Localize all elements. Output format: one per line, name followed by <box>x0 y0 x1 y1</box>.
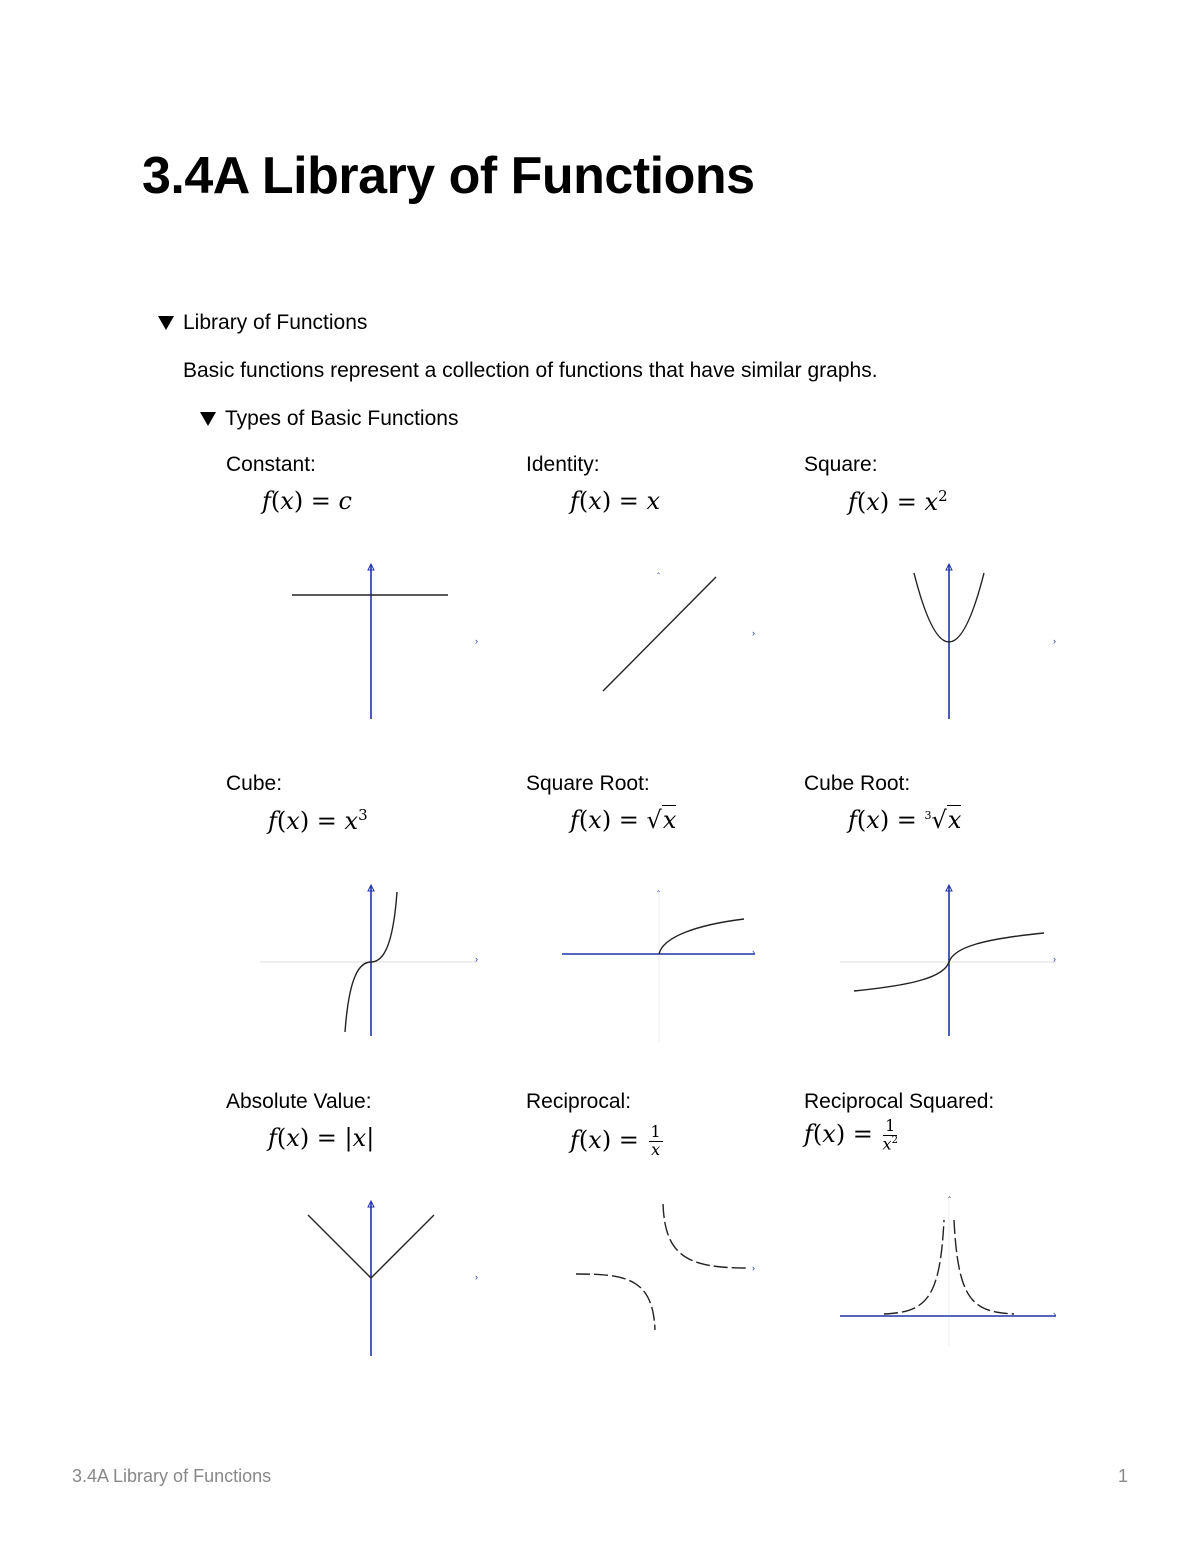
section-description: Basic functions represent a collection of functions that have similar graphs. <box>183 359 878 382</box>
svg-text:›: › <box>752 1263 755 1273</box>
formula: f(x) = x <box>570 487 661 515</box>
toggle-heading: Library of Functions <box>183 311 368 334</box>
types-of-basic-functions-toggle[interactable] <box>200 407 458 431</box>
svg-text:›: › <box>1053 1309 1056 1319</box>
formula: $f(x) = x^3$ <box>268 806 368 835</box>
graph-cube-root <box>804 772 1084 1072</box>
graph-square <box>804 453 1084 753</box>
svg-text:‸: ‸ <box>657 564 661 574</box>
svg-text:›: › <box>475 954 478 964</box>
graph-identity <box>526 453 806 753</box>
function-card-square <box>804 453 1084 753</box>
graph-constant <box>226 453 506 753</box>
formula: f(x) = √x <box>570 806 677 834</box>
function-card-identity <box>526 453 806 753</box>
library-of-functions-toggle[interactable] <box>158 311 367 335</box>
function-label: Reciprocal: <box>526 1090 632 1113</box>
function-label: Absolute Value: <box>226 1090 372 1113</box>
function-card-square-root <box>526 772 806 1072</box>
svg-text:‸: ‸ <box>657 882 661 892</box>
formula: f(x) = $\frac{1}{x^2}$ <box>804 1116 898 1154</box>
svg-text:›: › <box>752 628 755 638</box>
formula: $f(x) = x^2$ <box>848 487 948 516</box>
graph-cube <box>226 772 506 1072</box>
function-card-absolute-value <box>226 1090 506 1390</box>
function-label: Identity: <box>526 453 600 476</box>
function-label: Cube Root: <box>804 772 911 795</box>
svg-text:›: › <box>475 636 478 646</box>
svg-text:›: › <box>475 1272 478 1282</box>
function-label: Constant: <box>226 453 316 476</box>
function-label: Cube: <box>226 772 283 795</box>
function-card-cube <box>226 772 506 1072</box>
function-card-constant <box>226 453 506 753</box>
function-card-reciprocal <box>526 1090 806 1390</box>
svg-text:›: › <box>1053 954 1056 964</box>
graph-reciprocal <box>526 1090 806 1390</box>
formula: f(x) = $\frac{1}{x}$ <box>570 1122 661 1159</box>
function-label: Reciprocal Squared: <box>804 1090 995 1113</box>
page-title: 3.4A Library of Functions <box>142 147 755 205</box>
collapse-triangle-icon <box>158 316 174 330</box>
function-card-cube-root <box>804 772 1084 1072</box>
page-number: 1 <box>1117 1466 1128 1486</box>
svg-text:›: › <box>1053 636 1056 646</box>
svg-text:›: › <box>752 947 755 957</box>
toggle-heading: Types of Basic Functions <box>225 407 459 430</box>
graph-absolute-value <box>226 1090 506 1390</box>
function-label: Square Root: <box>526 772 650 795</box>
svg-text:‸: ‸ <box>948 1188 952 1198</box>
function-card-reciprocal-squared <box>804 1090 1084 1390</box>
collapse-triangle-icon <box>200 412 216 426</box>
function-label: Square: <box>804 453 878 476</box>
graph-reciprocal-squared <box>804 1090 1084 1390</box>
formula: f(x) = |x| <box>268 1124 375 1152</box>
graph-square-root <box>526 772 806 1072</box>
footer-title: 3.4A Library of Functions <box>72 1466 272 1486</box>
formula: f(x) = c <box>262 487 352 515</box>
formula: f(x) = $^3$√x <box>848 806 962 834</box>
